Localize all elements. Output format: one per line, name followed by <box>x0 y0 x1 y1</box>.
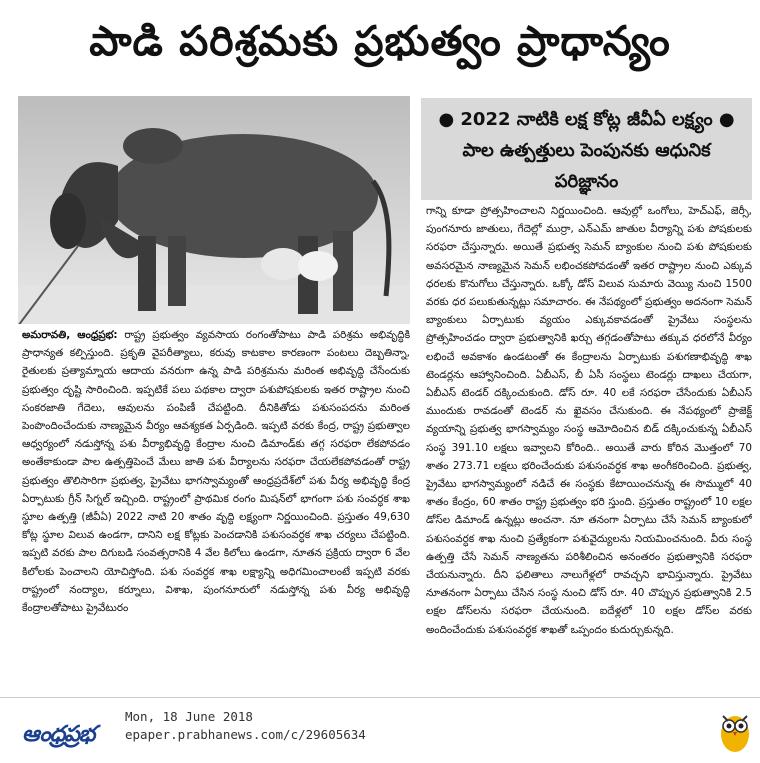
footer <box>0 697 760 763</box>
article-paragraph-left <box>22 326 410 617</box>
cow-image <box>18 96 410 324</box>
article-column-right <box>426 202 752 692</box>
issue-date: Mon, 18 June 2018 <box>125 709 253 724</box>
cow-photo <box>18 96 410 324</box>
article-left-text: రాష్ట్ర ప్రభుత్వం వ్యవసాయ రంగంతోపాటు పాడి పరిశ్రమ అభివృద్ధికి ప్రాధాన్యత కల్పిస్తుంది. ప్రకృతి వైపరీత్యాలు, కరువు కాటకాల కారణంగా పంటలు దెబ్బతిన్నా, రైతులకు ప్రత్యామ్నాయ ఆదాయ వనరుగా ఉన్న పాడి పరిశ్రమను మరింత అభివృద్ధి చేసేందుకు ప్రభుత్వం దృష్టి సారించింది. ఇప్పటికే పలు పథకాల ద్వారా పశుపోషకులకు ఇతర రాష్ట్రాల నుంచి సంకరజాతి గేదెలు, ఆవులను పంపిణీ చేపట్టింది. దీనికితోడు పశుసంపదను మరింత పెంపొందించేందుకు నాణ్యమైన వీర్యం ఆవశ్యకత ఏర్పడింది. ఇప్పటి వరకు కేంద్ర, రాష్ట్ర ప్రభుత్వాల ఆధ్వర్యంలో నడుస్తోన్న పశు వీర్యాభివృద్ధి కేంద్రాల నుంచి డిమాండ్‌కు తగ్గ సరఫరా లేకపోవడం అంతేకాకుండా పాల ఉత్పత్తిపెంచే మేలు జాతి పశు వీర్యాలను సరఫరా చేయలేకపోవడంతో రాష్ట్ర ప్రభుత్వం తొలిసారిగా ప్రభుత్వ, ప్రైవేటు భాగస్వామ్యంతో ఆంధ్రప్రదేశ్‌లో పశు వీర్య అభివృద్ధి కేంద్ర ఏర్పాటుకు గ్రీన్ సిగ్నల్ ఇచ్చింది. రాష్ట్రంలో ప్రాథమిక రంగం మిషన్‌లో భాగంగా పశు సంవర్ధక శాఖ స్థూల ఉత్పత్తి (జీవీఏ) 2022 నాటి 20 శాతం వృద్ధి లక్ష్యంగా నిర్ణయించింది. ప్రస్తుతం 49,630 కోట్ల స్థూల విలువ ఉండగా, దానిని లక్ష కోట్లకు పెంచడానికి పశుసంవర్ధక శాఖ చర్యలు చేపట్టింది. ఇప్పటి వరకు పాల దిగుబడి సంవత్సరానికి 4 వేల కిలోలు ఉండగా, నూతన ప్రక్రియ ద్వారా 6 వేల కిలోలకు పెంచాలని యోచిస్తోంది. పశు సంవర్ధక శాఖ లక్ష్యాన్ని అధిగమించాలంటే ఇప్పటి వరకు రాష్ట్రంలో నంద్యాల, కర్నూలు, విశాఖ, పుంగనూరులో నడుస్తోన్న పశు వీర్య అభివృద్ధి కేంద్రాలతోపాటు ప్రైవేటురం <box>22 329 410 615</box>
highlight-box <box>421 98 752 200</box>
owl-icon <box>718 704 752 754</box>
highlight-text: ● 2022 నాటికి లక్ష కోట్ల జీవీఏ లక్ష్యం ● పాల ఉత్పత్తులు పెంపునకు ఆధునిక పరిజ్ఞానం <box>438 109 735 192</box>
article-column-left <box>22 326 410 692</box>
article-right-text: గాన్ని కూడా ప్రోత్సహించాలని నిర్ణయించింది. ఆవుల్లో ఒంగోలు, హెచ్‌ఎఫ్, జెర్సీ, పుంగనూరు జాతులు, గేదెల్లో ముర్రా, ఎన్‌ఎమ్ జాతుల వీర్యాన్ని పశు పోషకులకు సరఫరా చేస్తున్నారు. అయితే ప్రభుత్వ సెమన్ బ్యాంకుల నుంచి పశు పోషకులకు అవసరమైన నాణ్యమైన సెమన్ లభించకపోవడంతో ఇతర రాష్ట్రాల నుంచి ఎక్కువ ధరలకు కొనుగోలు చేస్తున్నారు. ఒక్కో డోస్ విలువ సుమారు వెయ్యి నుంచి 1500 వరకు ధర పలుకుతున్నట్లు సమాచారం. ఈ నేపథ్యంలో ప్రభుత్వం అదనంగా సెమన్ బ్యాంకులు ఏర్పాటుకు వ్యయం ఎక్కువకావడంతో ప్రైవేటు సంస్థలను ప్రోత్సహించడం ద్వారా ప్రభుత్వానికి ఖర్చు తగ్గడంతోపాటు తక్కువ ధరలోనే వీర్యం లభించే అవకాశం ఉండటంతో ఈ కేంద్రాలను ఏర్పాటుకు పశుగణాభివృద్ధి శాఖ టెండర్లను ఆహ్వానించింది. ఏబీఎస్, బీ ఏసీ సంస్థలు టెండర్లు దాఖలు చేయగా, ఏబీఎస్ టెండర్ దక్కించుకుంది. డోస్ రూ. 40 లకే సరఫరా చేసేందుకు ఏబీఎస్ ముందుకు రావడంతో టెండర్ ను ఖైవసం చేసుకుంది. ఈ నేపథ్యంలో ప్రాజెక్ట్ వ్యయాన్ని ప్రభుత్వ భాగస్వామ్యం సంస్థ ఆమోదించిన బిడ్ దక్కించుకున్న ఏబీఎస్ సంస్థ 391.10 లక్షలు ఇవ్వాలని కోరింది.. అయితే వారు కోరిన మొత్తంలో 70 శాతం 273.71 లక్షలు భరించేందుకు పశుసంవర్ధక శాఖ అంగీకరించింది. ప్రభుత్వ, ప్రైవేటు భాగస్వామ్యంలో నడిచే ఈ సంస్థకు కేటాయించనున్న ఈ సొమ్ములో 40 శాతం కేంద్రం, 60 శాతం రాష్ట్ర ప్రభుత్వం భరి స్తుంది. ప్రస్తుతం రాష్ట్రంలో 10 లక్షల డోస్‌ల డిమాండ్ ఉన్నట్లు అంచనా. నూ తనంగా ఏర్పాటు చేసే సెమన్ బ్యాంకులో పశుసంవర్ధక శాఖ నుంచి ప్రత్యేకంగా పశువైద్యులను నియమించనుంది. వీరు సంస్థ ఉత్పత్తి చేసే సెమన్ నాణ్యతను పరిశీలించిన అనంతరం ప్రభుత్వానికి సరఫరా చేయనున్నారు. దీని ఫలితాలు నాలుగేళ్లలో రావచ్చని భావిస్తున్నారు. ప్రైవేటు నూతనంగా ఏర్పాటు చేసిన సంస్థ నుంచి డోస్ రూ. 40 చొప్పున ప్రభుత్వానికి 2.5 లక్షల డోస్‌లను సరఫరా చేయనుంది. ఐదేళ్లలో 10 లక్షల డోస్‌ల వరకు అందించేందుకు పశుసంవర్ధక శాఖతో ఒప్పందం కుదుర్చుకున్నది. <box>426 205 752 636</box>
epaper-url[interactable]: epaper.prabhanews.com/c/29605634 <box>125 727 366 742</box>
newspaper-logo[interactable]: ఆంధ్రప్రభ <box>22 722 95 747</box>
footer-meta <box>125 708 366 744</box>
dateline: అమరావతి, ఆంధ్రప్రభ: <box>22 329 118 341</box>
headline: పాడి పరిశ్రమకు ప్రభుత్వం ప్రాధాన్యం <box>89 17 671 65</box>
